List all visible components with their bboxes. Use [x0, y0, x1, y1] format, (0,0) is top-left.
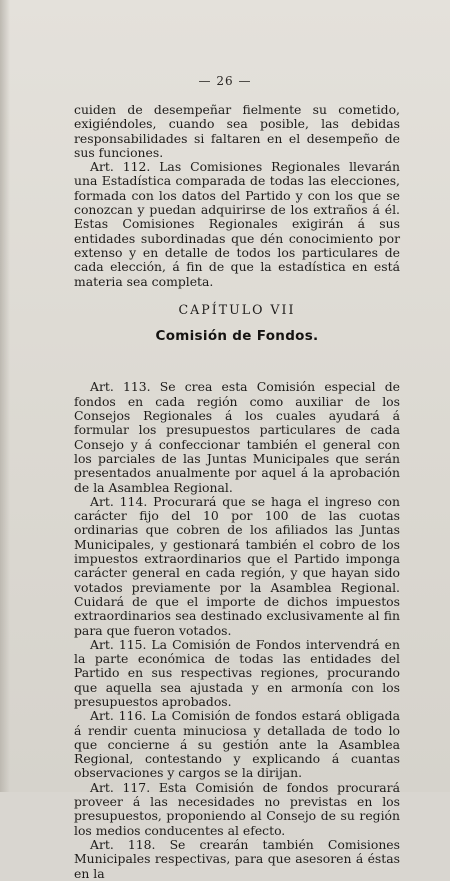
article-113: Art. 113. Se crea esta Comisión especial de fondos en cada región como auxiliar de los Consejos Regionales á los cuales ayudará á formular los presupuestos particulares de cada Consejo y á confeccionar también el general con los parciales de las Juntas Municipales que serán presentados anualmente por aquel á la aprobación de la Asamblea Regional.	[74, 379, 400, 495]
article-112: Art. 112. Las Comisiones Regionales llevarán una Estadística comparada de todas las elecciones, formada con los datos del Partido y con los que se conozcan y puedan adquirirse de los extraños á él. Estas Comisiones Regionales exigirán á sus entidades subordinadas que dén conocimiento por extenso y en detalle de todos los particulares de cada elección, á fin de que la estadística en está materia sea completa.	[74, 159, 400, 289]
text-block	[74, 103, 400, 881]
spacer	[74, 343, 400, 380]
article-115: Art. 115. La Comisión de Fondos intervendrá en la parte económica de todas las entidades del Partido en sus respectivas regiones, procurando que aquella sea ajustada y en armonía con los presupuestos aprobados.	[74, 636, 400, 709]
page-number: — 26 —	[198, 74, 252, 88]
article-114: Art. 114. Procurará que se haga el ingreso con carácter fijo del 10 por 100 de las cuotas ordinarias que cobren de los afiliados las Juntas Municipales, y gestionará también el cobro de los impuestos extraordinarios que el Partido imponga carácter general en cada región, y que hayan sido votados previamente por la Asamblea Regional. Cuidará de que el importe de dichos impuestos extraordinarios sea destinado exclusivamente al fin para que fueron votados.	[74, 493, 400, 638]
section-heading: Comisión de Fondos.	[155, 328, 319, 345]
paragraph-continuation: cuiden de desempeñar fielmente su cometido, exigiéndoles, cuando sea posible, las debidas responsabilidades si faltaren en el desempeño de sus funciones.	[74, 102, 400, 160]
article-117: Art. 117. Esta Comisión de fondos procurará proveer á las necesidades no previstas en los presupuestos, proponiendo al Consejo de su región los medios conducentes al efecto.	[74, 779, 400, 838]
article-118: Art. 118. Se crearán también Comisiones Municipales respectivas, para que asesoren á éstas en la	[74, 836, 400, 881]
article-116: Art. 116. La Comisión de fondos estará obligada á rendir cuenta minuciosa y detallada de todo lo que concierne á su gestión ante la Asamblea Regional, contestando y explicando á cuantas observaciones y cargos se la dirijan.	[74, 708, 400, 781]
chapter-heading: CAPÍTULO VII	[178, 301, 296, 317]
